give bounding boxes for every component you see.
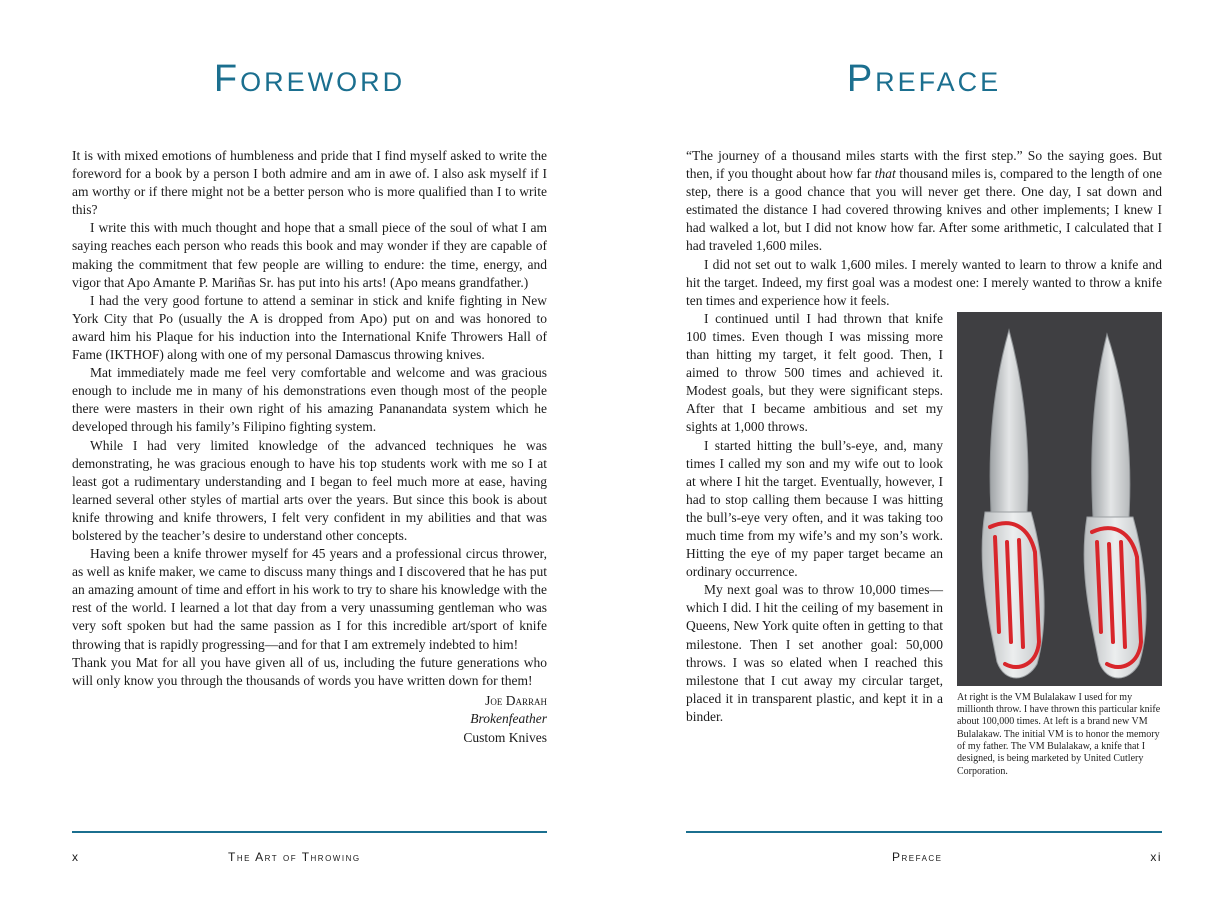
foreword-body	[72, 147, 547, 747]
foreword-paragraph: Mat immediately made me feel very comfortable and welcome and was gracious enough to include me in many of his demonstrations even though most of the people there were masters in their own right of his amazing Pananandata system which he developed through his family’s Filipino fighting system.	[72, 365, 547, 435]
preface-paragraph: I started hitting the bull’s-eye, and, many times I called my son and my wife out to look at where I hit the target. Eventually, however, I had to stop calling them because I was hitting the bull’s-eye very often, and it was taking too much time from my wife’s and my son’s work. Hitting the eye of my paper target became an ordinary occurrence.	[686, 437, 943, 580]
foreword-paragraph: Thank you Mat for all you have given all of us, including the future generations who will only know you through the thousands of words you have written down for them!	[72, 654, 547, 688]
foreword-paragraph: Having been a knife thrower myself for 45 years and a professional circus thrower, as well as knife maker, we came to discuss many things and I discovered that he has put an amazing amount of time and effort in his work to try to share his knowledge with the rest of the world. I learned a lot that day from a very unassuming gentleman who was very soft spoken but had the same passion as I for this incredible art/sport of knife throwing that is rapidly progressing—and for that I am extremely indebted to him!	[72, 546, 547, 652]
page-number: xi	[1150, 850, 1162, 864]
preface-paragraph	[686, 147, 1162, 256]
preface-body	[686, 147, 1162, 784]
running-head: The Art of Throwing	[228, 850, 361, 864]
signature-nickname: Brokenfeather	[470, 711, 547, 727]
preface-text: “The journey of a thousand miles starts with the first step.” So the saying goes. But then, if you thought about how far	[686, 148, 1162, 182]
preface-emphasis: that	[874, 166, 896, 182]
figure-caption: At right is the VM Bulalakaw I used for my millionth throw. I have thrown this particular knife about 100,000 times. At left is a brand new VM Bulalakaw. The initial VM is to honor the memory of my father. The VM Bulalakaw, a knife that I designed, is being marketed by United Cutlery Corporation.	[957, 691, 1161, 777]
foreword-paragraph: While I had very limited knowledge of the advanced techniques he was demonstrating, he was gracious enough to have his top students work with me so I at least got a rudimentary understanding and I began to feel much more at ease, having learned several other styles of martial arts over the years. But since this book is about knife throwing and knife throwers, I felt very confident in my abilities and that was bolstered by the teacher’s desire to understand other concepts.	[72, 437, 547, 543]
foreword-paragraph: I had the very good fortune to attend a seminar in stick and knife fighting in New York City that Po (usually the A is dropped from Apo) put on and was honored to award him his Plaque for his induction into the International Knife Throwers Hall of Fame (IKTHOF) along with one of my personal Damascus throwing knives.	[72, 292, 547, 363]
signature-name: Joe Darrah	[485, 692, 547, 708]
foreword-paragraph: It is with mixed emotions of humbleness and pride that I find myself asked to write the foreword for a book by a person I both admire and am in awe of. I also ask myself if I am worthy or if there might not be a better person who is more qualified than I to write this?	[72, 148, 547, 218]
preface-paragraph: I did not set out to walk 1,600 miles. I merely wanted to learn to throw a knife and hit the target. Indeed, my first goal was a modest one: I merely wanted to throw a knife ten times and experience how it feels.	[686, 256, 1162, 308]
running-head: Preface	[892, 850, 943, 864]
preface-paragraph: I continued until I had thrown that knife 100 times. Even though I was missing more than hitting my target, it felt good. Then, I aimed to throw 500 times and achieved it. Modest goals, but they were significant steps. After that I became ambitious and set my sights at 1,000 throws.	[686, 310, 943, 435]
foreword-title: Foreword	[213, 58, 406, 100]
left-page	[72, 0, 547, 915]
preface-title: Preface	[846, 58, 1002, 100]
knife-figure	[957, 312, 1162, 778]
signature-company: Custom Knives	[463, 729, 547, 745]
knives-illustration	[957, 312, 1162, 686]
preface-paragraph: My next goal was to throw 10,000 times—which I did. I hit the ceiling of my basement in Queens, New York quite often in getting to that milestone. Then I set another goal: 50,000 throws. I was so elated when I reached this milestone that I cut away my circular target, placed it in transparent plastic, and kept it in a binder.	[686, 582, 943, 724]
foreword-paragraph: I write this with much thought and hope that a small piece of the soul of what I am saying reaches each person who reads this book and may wonder if they are capable of making the commitment that few people are willing to endure: the time, energy, and vigor that Apo Amante P. Mariñas Sr. has put into his arts! (Apo means grandfather.)	[72, 220, 547, 290]
page-number: x	[72, 850, 80, 864]
right-page	[686, 0, 1162, 915]
footer-rule	[686, 831, 1162, 833]
footer-rule	[72, 831, 547, 833]
foreword-signature	[72, 692, 547, 748]
knife-photo	[957, 312, 1162, 686]
preface-text: thousand miles is, compared to the length of one step, there is a good chance that you will never get there. One day, I sat down and estimated the distance I had covered throwing knives and other implements; I knew I had walked a lot, but I did not know how far. After some arithmetic, I calculated that I had traveled 1,600 miles.	[686, 166, 1162, 254]
